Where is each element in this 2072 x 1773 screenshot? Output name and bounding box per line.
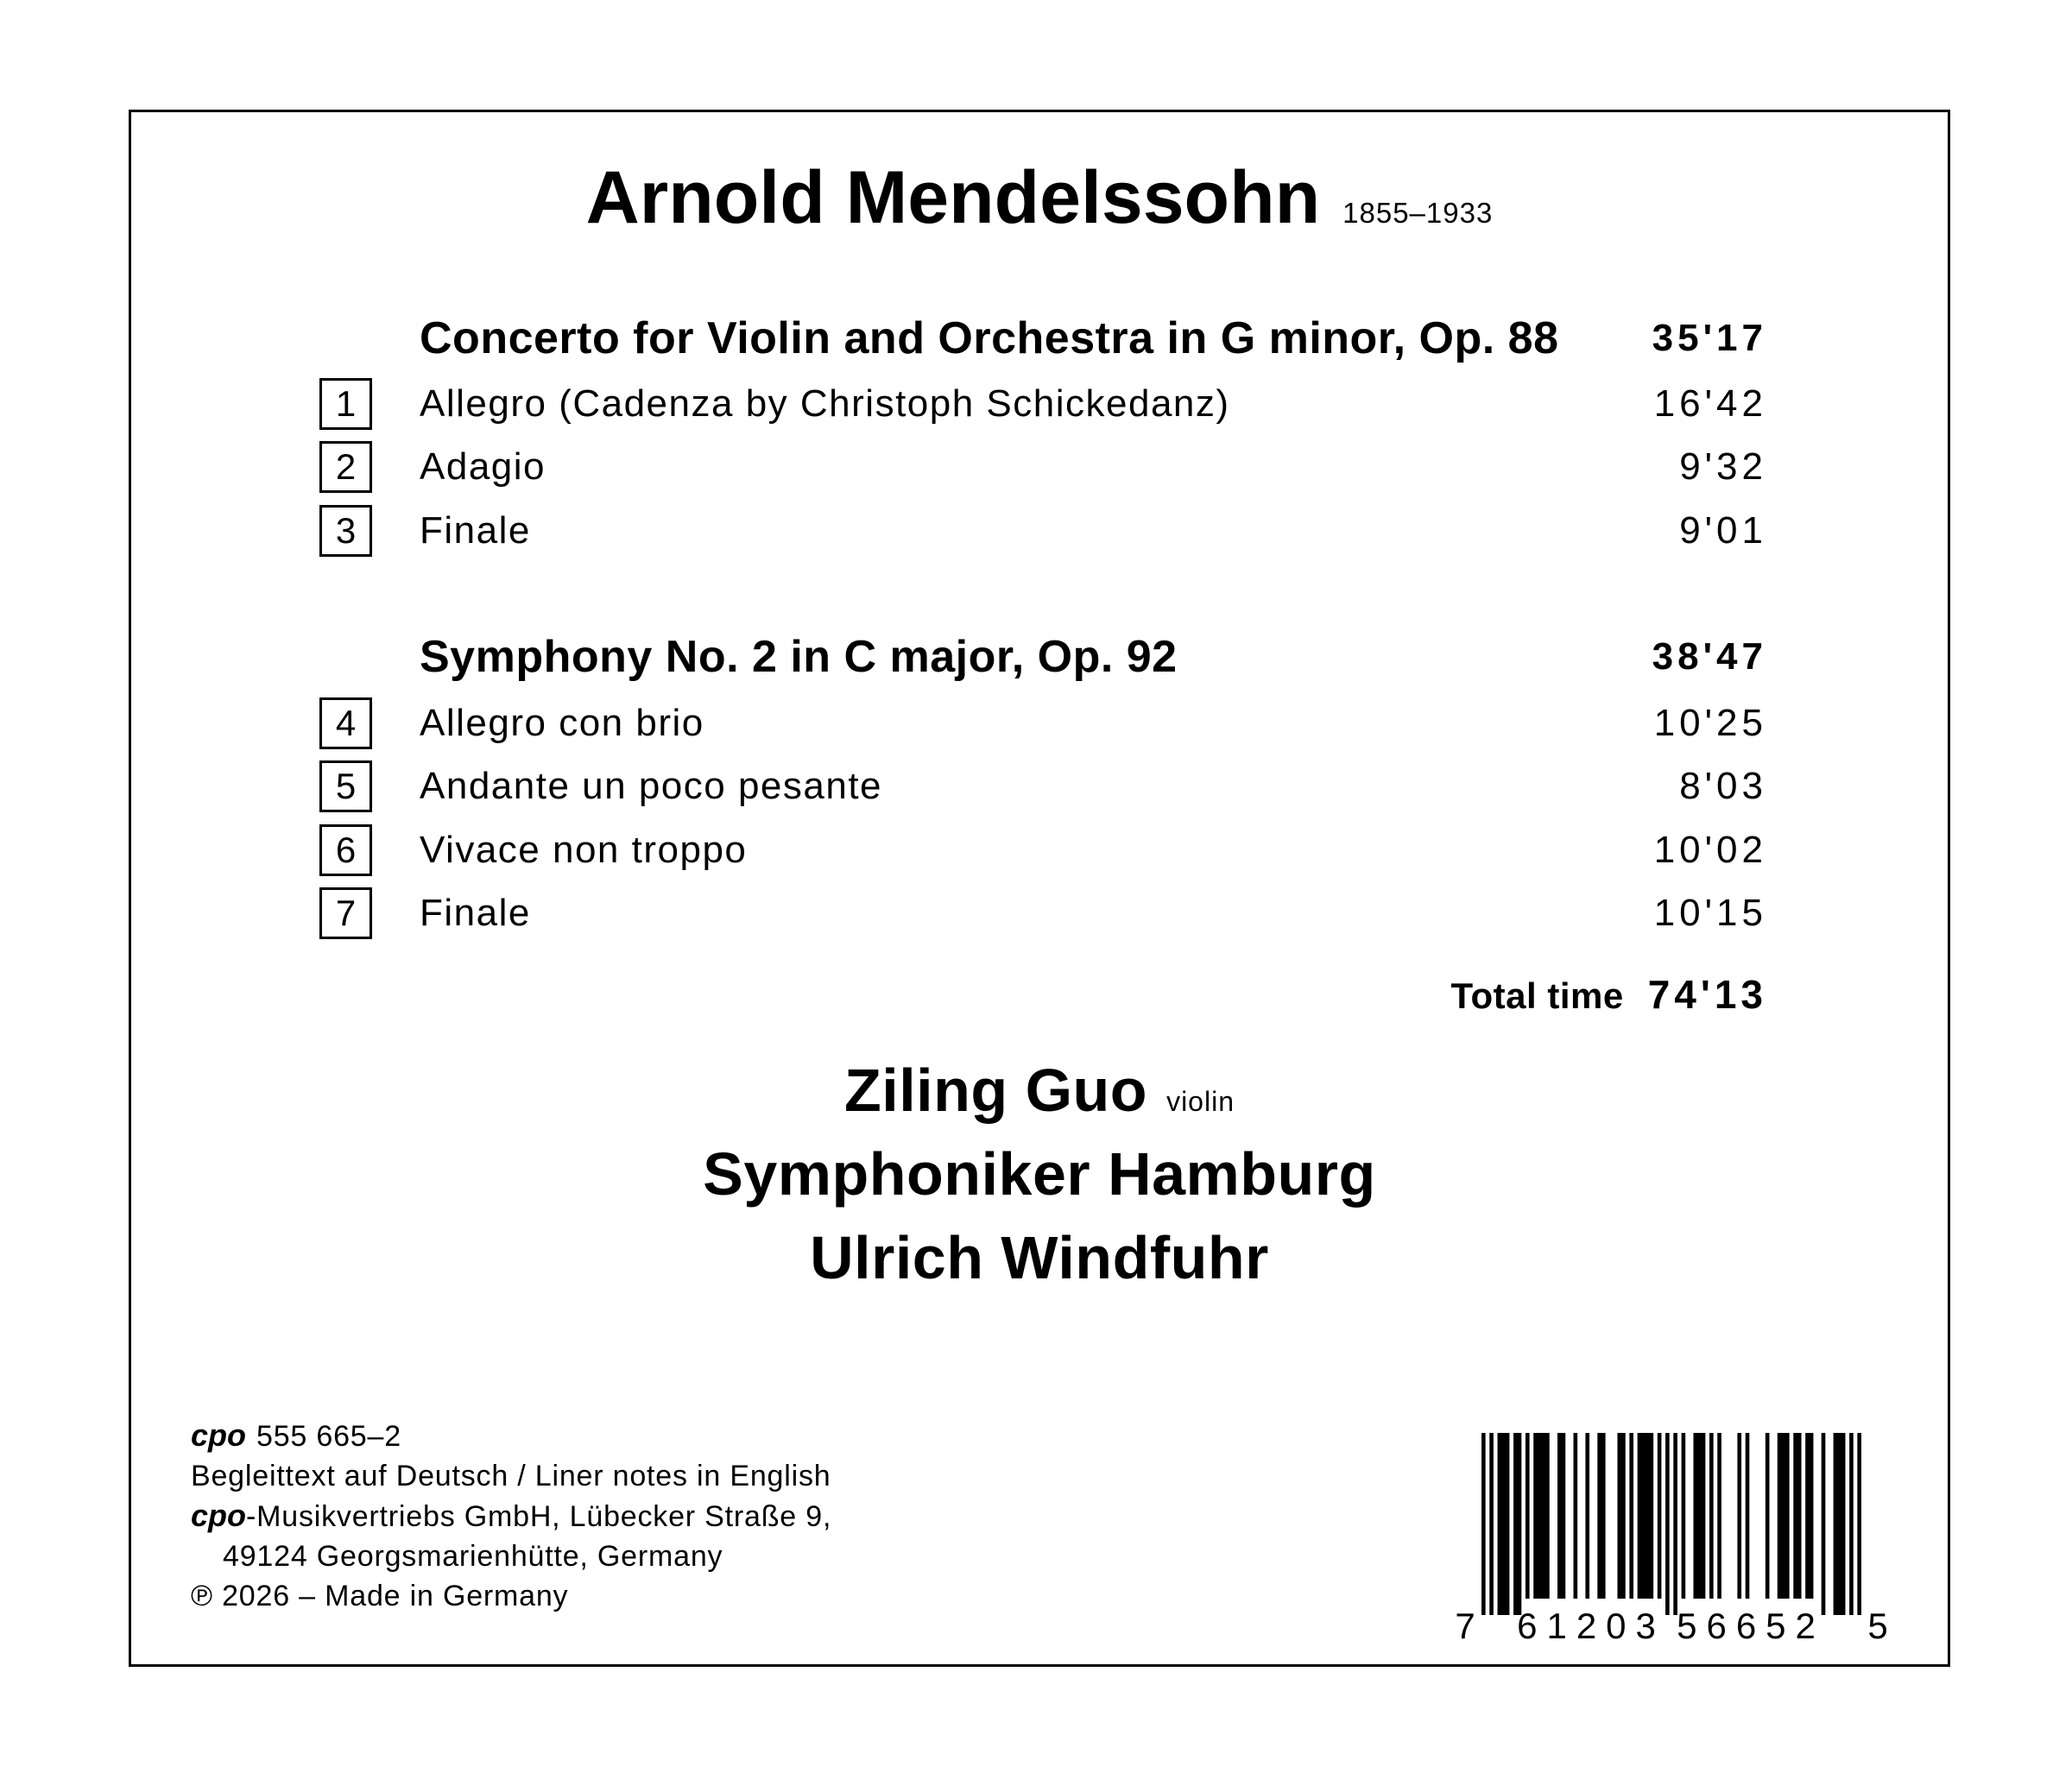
artist-line-conductor [131, 1216, 1948, 1300]
track-number: 5 [335, 766, 357, 806]
barcode-digit-group2: 56652 [1677, 1606, 1825, 1646]
track-row-1 [131, 378, 1948, 430]
conductor-name: Ulrich Windfuhr [810, 1224, 1269, 1291]
artist-line-orchestra [131, 1133, 1948, 1216]
cpo-logo: cpo [191, 1417, 247, 1453]
track-number: 2 [335, 446, 357, 487]
track-duration: 10'02 [1653, 829, 1767, 871]
liner-notes-line: Begleittext auf Deutsch / Liner notes in English [191, 1460, 831, 1492]
barcode-bars [1481, 1433, 1861, 1615]
work2-duration: 38'47 [1652, 635, 1767, 678]
work2-heading-row [131, 631, 1948, 683]
work1-duration: 35'17 [1652, 317, 1767, 359]
track-duration: 16'42 [1653, 382, 1767, 425]
track-row-4 [131, 697, 1948, 749]
track-title: Adagio [420, 445, 546, 488]
track-number: 3 [335, 510, 357, 551]
track-number: 1 [335, 383, 357, 424]
track-number: 7 [335, 893, 357, 933]
soloist-name: Ziling Guo [844, 1057, 1148, 1124]
artist-line-soloist [131, 1049, 1948, 1133]
track-title: Finale [420, 892, 531, 934]
track-duration: 8'03 [1679, 765, 1767, 807]
orchestra-name: Symphoniker Hamburg [703, 1140, 1376, 1208]
composer-title-row [131, 155, 1948, 241]
track-row-2 [131, 441, 1948, 493]
track-number: 6 [335, 830, 357, 870]
address-line-2: 49124 Georgsmarienhütte, Germany [223, 1540, 723, 1573]
track-title: Allegro con brio [420, 702, 704, 744]
track-number-box [319, 697, 372, 749]
track-title: Allegro (Cadenza by Christoph Schickedanz) [420, 382, 1230, 425]
copyright-line: ℗ 2026 – Made in Germany [191, 1580, 569, 1612]
track-number-box [319, 760, 372, 812]
total-time-label: Total time [1450, 975, 1624, 1016]
work1-title: Concerto for Violin and Orchestra in G minor, Op. 88 [420, 313, 1559, 363]
track-row-6 [131, 824, 1948, 876]
track-number-box [319, 378, 372, 430]
cover-frame [129, 110, 1950, 1667]
publisher-block [191, 1416, 831, 1616]
cpo-logo: cpo [191, 1498, 247, 1533]
artists-block [131, 1049, 1948, 1300]
track-title: Vivace non troppo [420, 829, 748, 871]
track-duration: 10'15 [1653, 892, 1767, 934]
track-number: 4 [335, 703, 357, 743]
composer-dates: 1855–1933 [1342, 197, 1494, 229]
track-duration: 10'25 [1653, 702, 1767, 744]
total-time-row [131, 969, 1948, 1020]
address-line-1 [191, 1496, 831, 1536]
track-row-5 [131, 760, 1948, 812]
composer-name: Arnold Mendelssohn [585, 156, 1321, 239]
track-duration: 9'01 [1679, 509, 1767, 552]
track-row-3 [131, 505, 1948, 557]
barcode-digit-group1: 61203 [1517, 1606, 1665, 1646]
soloist-role: violin [1166, 1086, 1235, 1117]
track-title: Finale [420, 509, 531, 552]
track-number-box [319, 441, 372, 493]
work1-heading-row [131, 312, 1948, 364]
catalog-number-line [191, 1416, 831, 1456]
address-text: -Musikvertriebs GmbH, Lübecker Straße 9, [246, 1500, 832, 1533]
barcode-digit-left: 7 [1455, 1606, 1475, 1646]
catalog-number: 555 665–2 [256, 1420, 401, 1453]
track-duration: 9'32 [1679, 445, 1767, 488]
track-row-7 [131, 887, 1948, 939]
total-time-value: 74'13 [1647, 972, 1767, 1017]
track-number-box [319, 824, 372, 876]
track-number-box [319, 887, 372, 939]
work2-title: Symphony No. 2 in C major, Op. 92 [420, 632, 1178, 682]
track-title: Andante un poco pesante [420, 765, 883, 807]
barcode-digit-right: 5 [1867, 1606, 1888, 1646]
barcode [1445, 1431, 1894, 1646]
track-number-box [319, 505, 372, 557]
